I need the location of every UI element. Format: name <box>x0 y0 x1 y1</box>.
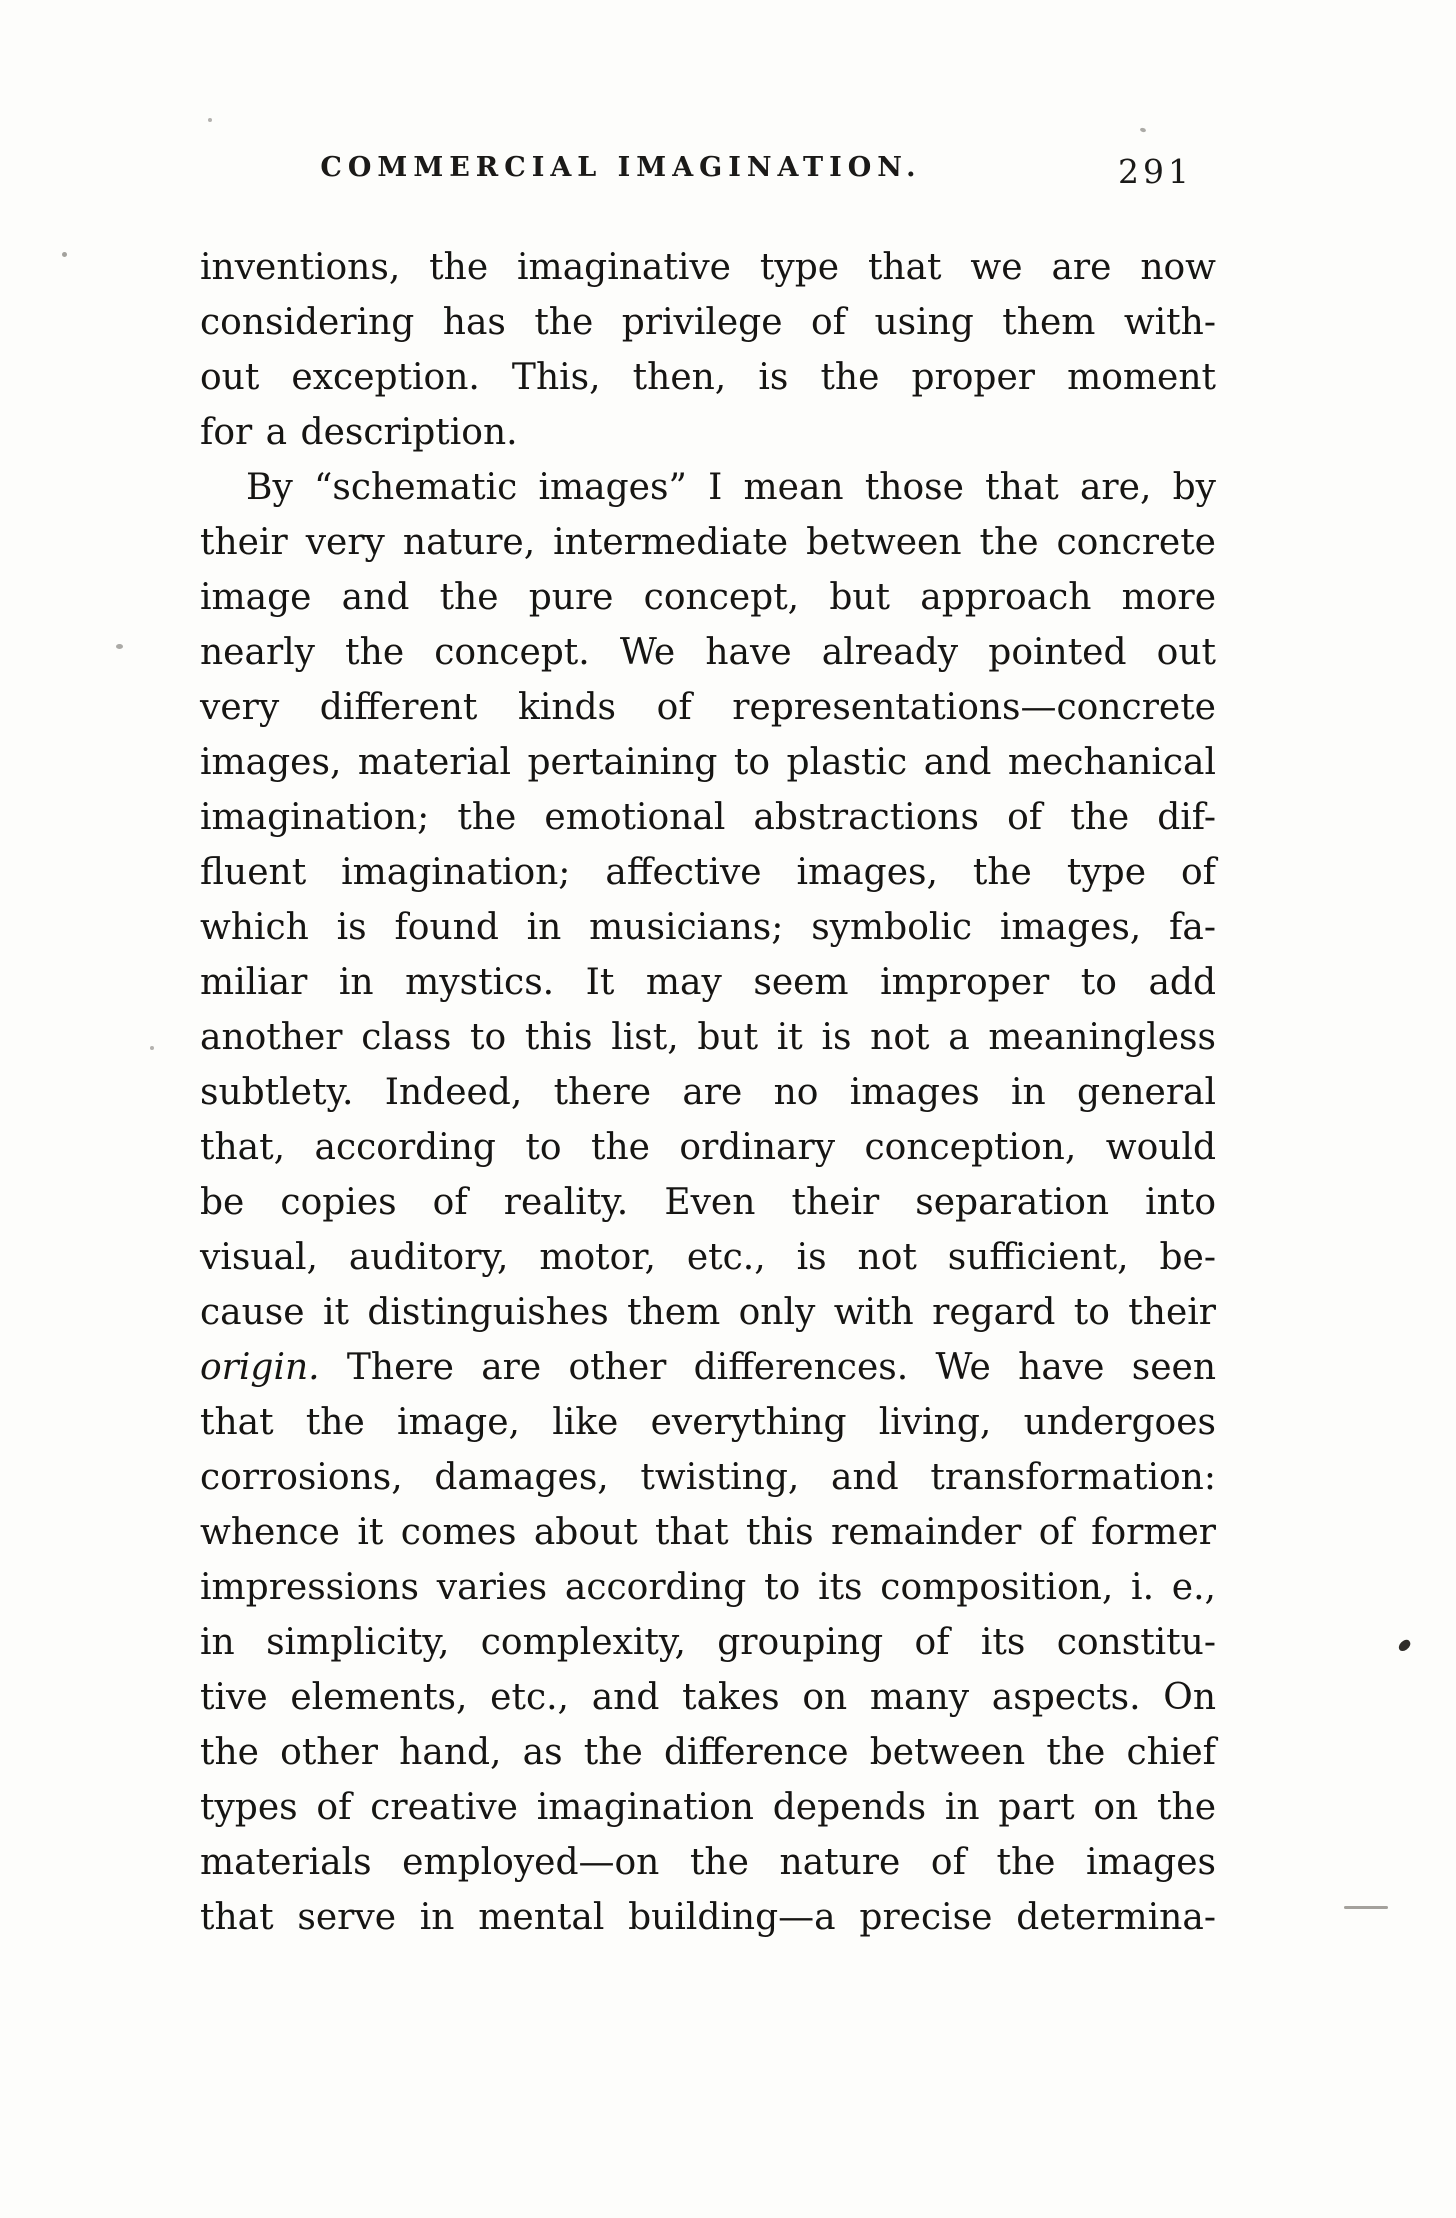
text-line: inventions, the imaginative type that we are now <box>200 247 1216 288</box>
paragraph <box>200 240 1216 460</box>
scan-speck <box>62 252 67 257</box>
text-line: subtlety. Indeed, there are no images in general <box>200 1072 1216 1113</box>
text-line: in simplicity, complexity, grouping of its constitu- <box>200 1622 1216 1663</box>
text-line: that, according to the ordinary conception, would <box>200 1127 1216 1168</box>
text-line: images, material pertaining to plastic and mechanical <box>200 742 1216 783</box>
scan-speck <box>1139 127 1146 133</box>
text-line: fluent imagination; affective images, the type of <box>200 852 1216 893</box>
paragraph <box>200 460 1216 1945</box>
scan-speck <box>1344 1906 1388 1909</box>
text-line: imagination; the emotional abstractions of the dif- <box>200 797 1216 838</box>
text-line: be copies of reality. Even their separation into <box>200 1182 1216 1223</box>
scan-speck <box>116 644 123 649</box>
page-number: 291 <box>1118 152 1193 191</box>
text-line: types of creative imagination depends in part on the <box>200 1787 1216 1828</box>
text-line: that the image, like everything living, undergoes <box>200 1402 1216 1443</box>
text-line: the other hand, as the difference between the chief <box>200 1732 1216 1773</box>
text-line: miliar in mystics. It may seem improper to add <box>200 962 1216 1003</box>
page-text <box>200 240 1216 1945</box>
text-line: cause it distinguishes them only with regard to their <box>200 1292 1216 1333</box>
text-line: whence it comes about that this remainder of former <box>200 1512 1216 1553</box>
scan-speck <box>208 118 212 122</box>
text-line: very different kinds of representations—concrete <box>200 687 1216 728</box>
text-line: for a description. <box>200 412 518 453</box>
text-line: origin. There are other differences. We have seen <box>200 1347 1216 1388</box>
text-line: materials employed—on the nature of the images <box>200 1842 1216 1883</box>
scan-speck <box>1397 1638 1413 1653</box>
text-line: By “schematic images” I mean those that are, by <box>246 467 1216 508</box>
text-line: tive elements, etc., and takes on many aspects. On <box>200 1677 1216 1718</box>
text-line: corrosions, damages, twisting, and transformation: <box>200 1457 1216 1498</box>
text-line: out exception. This, then, is the proper moment <box>200 357 1216 398</box>
text-line: that serve in mental building—a precise determina- <box>200 1897 1216 1938</box>
text-line: visual, auditory, motor, etc., is not sufficient, be- <box>200 1237 1216 1278</box>
running-header-title: COMMERCIAL IMAGINATION. <box>320 152 922 183</box>
text-line: nearly the concept. We have already pointed out <box>200 632 1216 673</box>
text-line: considering has the privilege of using them with- <box>200 302 1216 343</box>
text-line: another class to this list, but it is not a meaningless <box>200 1017 1216 1058</box>
scan-speck <box>150 1046 154 1050</box>
text-line: impressions varies according to its composition, i. e., <box>200 1567 1216 1608</box>
text-line: their very nature, intermediate between the concrete <box>200 522 1216 563</box>
text-line: image and the pure concept, but approach more <box>200 577 1216 618</box>
text-line: which is found in musicians; symbolic images, fa- <box>200 907 1216 948</box>
